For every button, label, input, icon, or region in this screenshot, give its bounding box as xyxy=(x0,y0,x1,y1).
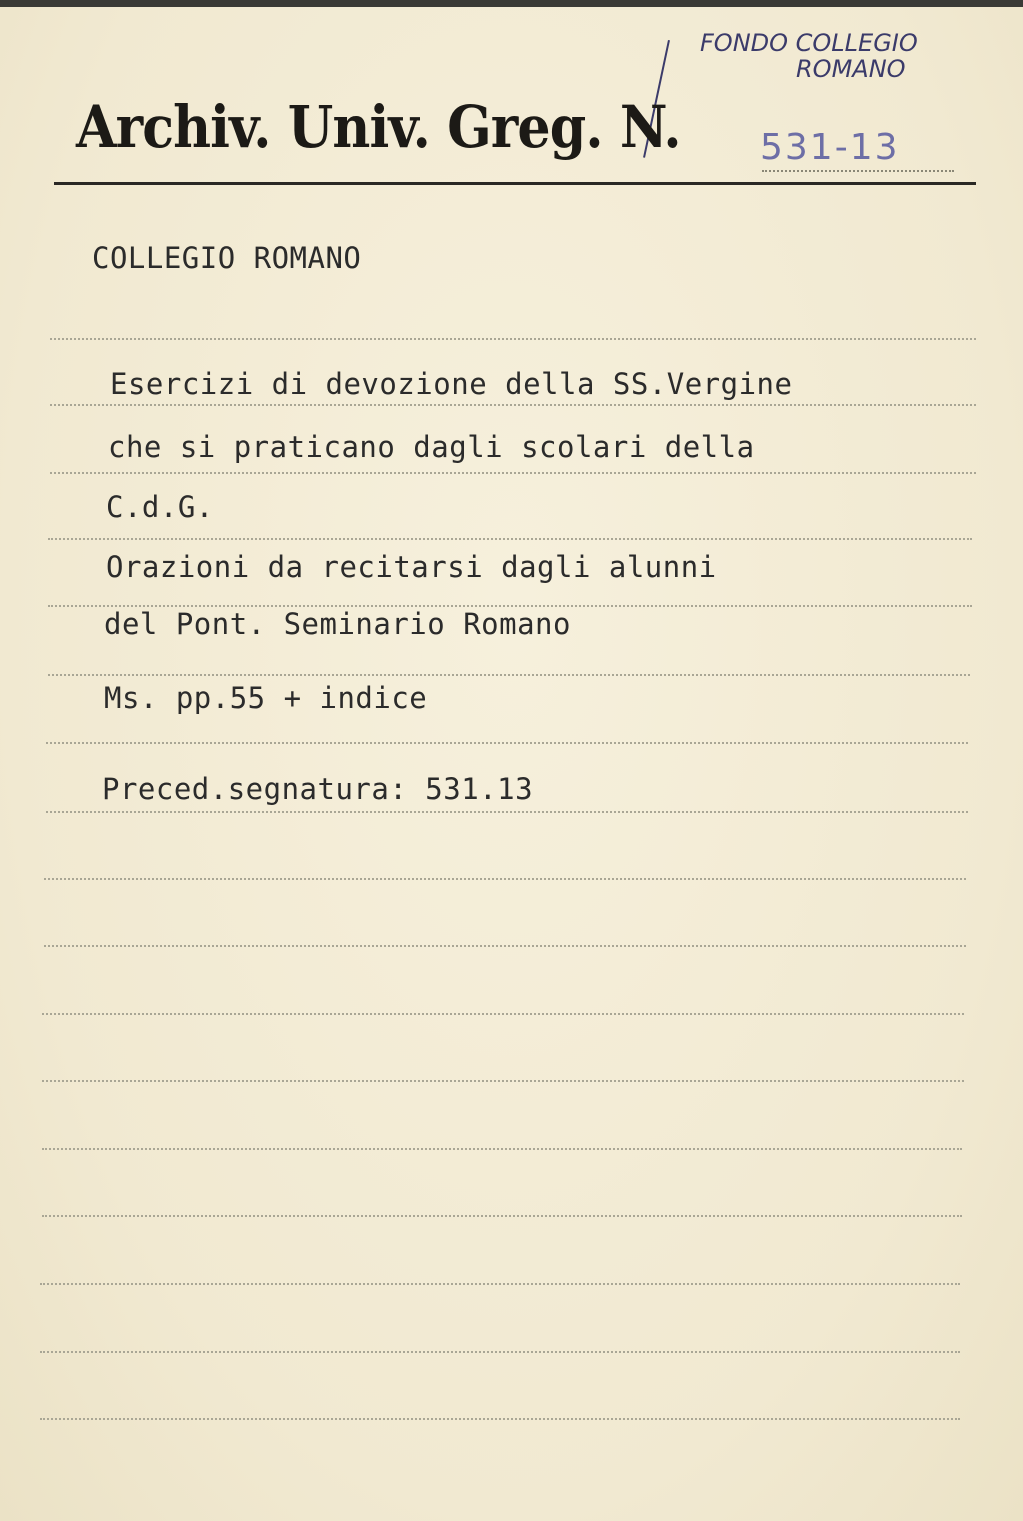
ruled-line xyxy=(42,1080,964,1082)
ruled-line xyxy=(40,1283,960,1285)
entry-line-5: del Pont. Seminario Romano xyxy=(104,607,571,641)
ruled-line xyxy=(50,338,976,340)
entry-line-3: C.d.G. xyxy=(106,490,214,524)
ruled-line xyxy=(40,1351,960,1353)
ruled-line xyxy=(44,945,966,947)
section-name: COLLEGIO ROMANO xyxy=(92,241,362,275)
handwritten-line-1: FONDO COLLEGIO xyxy=(700,29,918,57)
ruled-line xyxy=(44,878,966,880)
entry-line-7: Preced.segnatura: 531.13 xyxy=(102,772,534,806)
handwritten-annotation xyxy=(700,30,918,82)
card-top-edge xyxy=(0,0,1023,7)
header-rule xyxy=(54,182,976,185)
ruled-line xyxy=(48,538,972,540)
ruled-line xyxy=(46,811,968,813)
ruled-line xyxy=(50,404,976,406)
ruled-line xyxy=(42,1215,962,1217)
archive-number: 531-13 xyxy=(760,127,900,168)
handwritten-line-2: ROMANO xyxy=(796,55,906,83)
number-dotted-line xyxy=(762,170,954,172)
ruled-line xyxy=(42,1148,962,1150)
archive-header-title: Archiv. Univ. Greg. N. xyxy=(76,93,681,161)
ruled-line xyxy=(40,1418,960,1420)
entry-line-6: Ms. pp.55 + indice xyxy=(104,681,428,715)
entry-line-2: che si praticano dagli scolari della xyxy=(108,430,755,464)
ruled-line xyxy=(42,1013,964,1015)
entry-line-4: Orazioni da recitarsi dagli alunni xyxy=(106,550,717,584)
ruled-line xyxy=(46,742,968,744)
ruled-line xyxy=(48,674,970,676)
entry-line-1: Esercizi di devozione della SS.Vergine xyxy=(110,367,793,401)
ruled-line xyxy=(50,472,976,474)
